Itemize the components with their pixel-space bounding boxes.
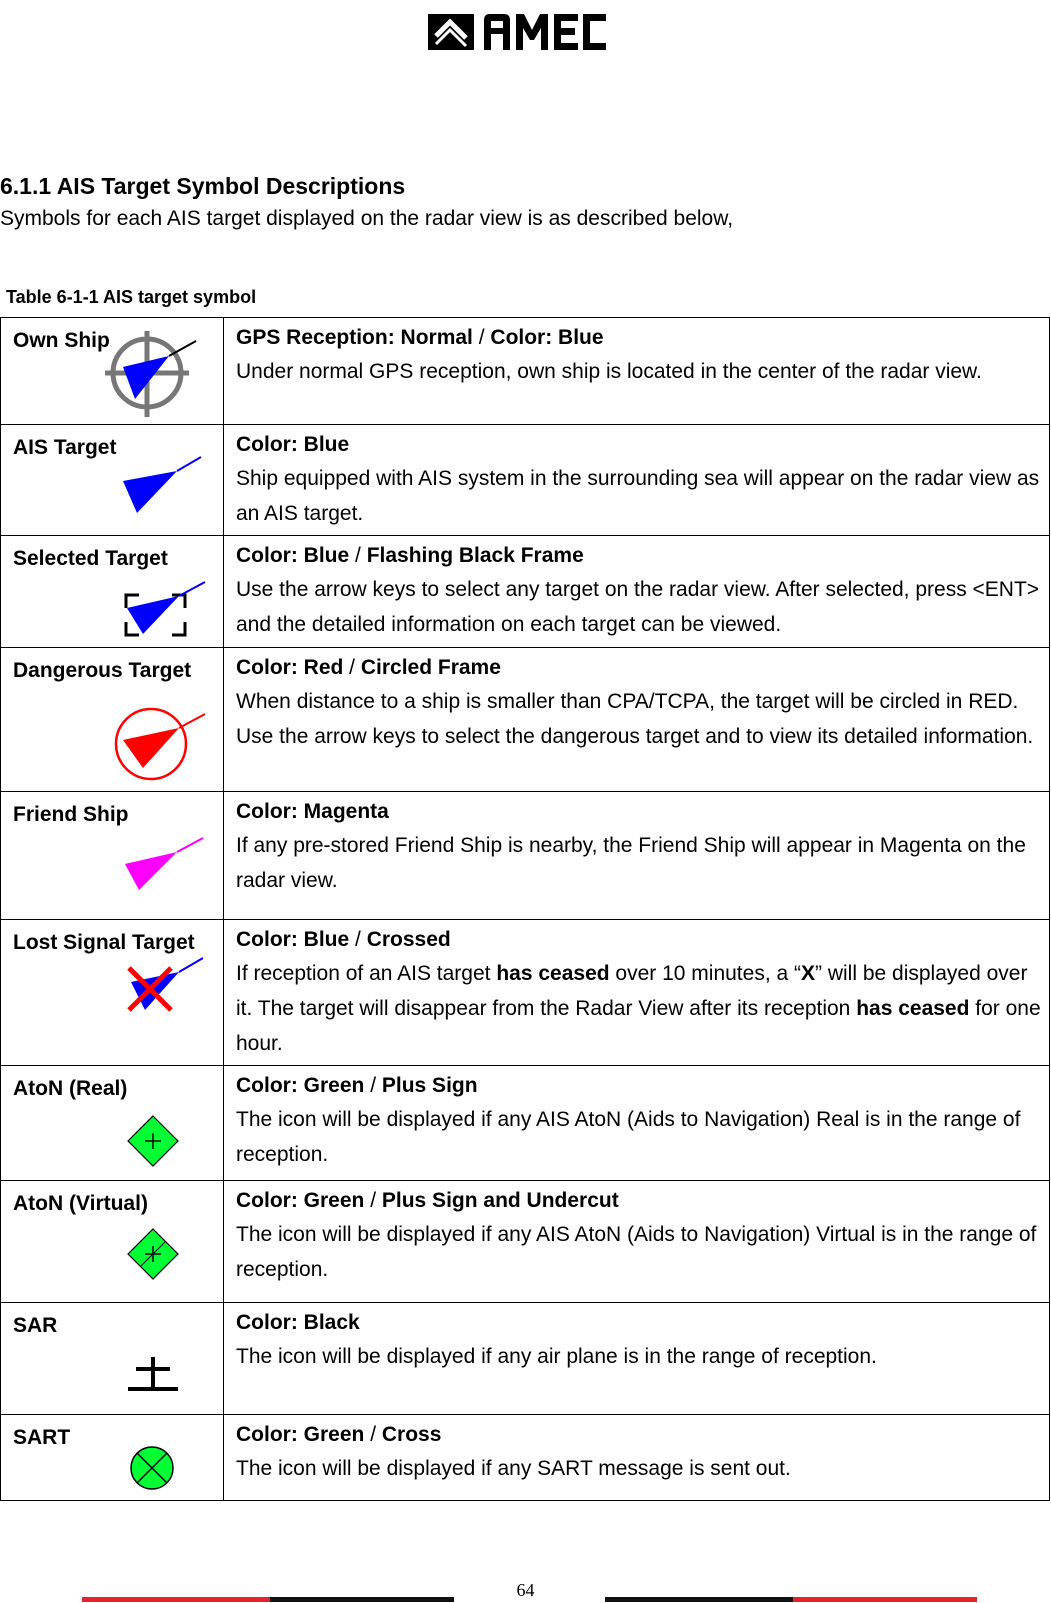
symbol-label: Lost Signal Target bbox=[13, 931, 195, 954]
table-row bbox=[1, 792, 1050, 920]
intro-paragraph: Symbols for each AIS target displayed on the radar view is as described below, bbox=[0, 207, 734, 230]
table-row bbox=[1, 920, 1050, 1066]
ais-symbol-table bbox=[0, 317, 1050, 1501]
symbol-description: The icon will be displayed if any SART message is sent out. bbox=[236, 1457, 791, 1480]
lost-signal-target-symbol-icon bbox=[119, 952, 209, 1022]
symbol-label: SAR bbox=[13, 1314, 58, 1337]
symbol-description: Under normal GPS reception, own ship is located in the center of the radar view. bbox=[236, 360, 982, 383]
symbol-description: The icon will be displayed if any air plane is in the range of reception. bbox=[236, 1345, 877, 1368]
table-row bbox=[1, 1066, 1050, 1181]
symbol-title: Color: Blue bbox=[236, 433, 350, 456]
symbol-label: AtoN (Real) bbox=[13, 1077, 128, 1100]
symbol-title: Color: Magenta bbox=[236, 800, 389, 823]
symbol-title: Color: Green / Plus Sign and Undercut bbox=[236, 1189, 619, 1212]
table-row bbox=[1, 1303, 1050, 1415]
footer-bar-red-left bbox=[82, 1597, 270, 1602]
own-ship-symbol-icon bbox=[101, 321, 201, 421]
symbol-description: The icon will be displayed if any AIS AtoN (Aids to Navigation) Virtual is in the range of reception. bbox=[236, 1223, 1037, 1281]
symbol-title: Color: Green / Plus Sign bbox=[236, 1074, 478, 1097]
symbol-description-cell bbox=[224, 1066, 1050, 1181]
symbol-title: GPS Reception: Normal / Color: Blue bbox=[236, 326, 604, 349]
symbol-description: The icon will be displayed if any AIS AtoN (Aids to Navigation) Real is in the range of reception. bbox=[236, 1108, 1021, 1166]
aton-real-symbol-icon bbox=[126, 1114, 186, 1174]
symbol-description-cell bbox=[224, 1181, 1050, 1303]
selected-target-symbol-icon bbox=[119, 578, 209, 648]
symbol-label: Own Ship bbox=[13, 329, 110, 352]
friend-ship-symbol-icon bbox=[119, 832, 209, 902]
symbol-description-cell bbox=[224, 1415, 1050, 1501]
table-row bbox=[1, 648, 1050, 792]
symbol-title: Color: Blue / Crossed bbox=[236, 928, 451, 951]
symbol-title: Color: Red / Circled Frame bbox=[236, 656, 501, 679]
symbol-label: Selected Target bbox=[13, 547, 168, 570]
symbol-label: Friend Ship bbox=[13, 803, 129, 826]
symbol-description: If reception of an AIS target has ceased over 10 minutes, a “X” will be displayed over it. The target will disappear from the Radar View after its reception has ceased for one hour. bbox=[236, 962, 1041, 1055]
symbol-label: AIS Target bbox=[13, 436, 117, 459]
symbol-title: Color: Blue / Flashing Black Frame bbox=[236, 544, 584, 567]
symbol-description-cell bbox=[224, 536, 1050, 648]
symbol-description-cell bbox=[224, 792, 1050, 920]
symbol-description-cell bbox=[224, 425, 1050, 536]
dangerous-target-symbol-icon bbox=[109, 698, 209, 788]
section-heading: 6.1.1 AIS Target Symbol Descriptions bbox=[0, 173, 406, 199]
table-caption: Table 6-1-1 AIS target symbol bbox=[6, 287, 257, 307]
symbol-description: Ship equipped with AIS system in the surrounding sea will appear on the radar view as an AIS target. bbox=[236, 467, 1040, 525]
table-row bbox=[1, 318, 1050, 425]
footer-bar-black-left bbox=[270, 1597, 454, 1602]
symbol-title: Color: Green / Cross bbox=[236, 1423, 442, 1446]
amec-logo bbox=[428, 6, 618, 58]
symbol-description-cell bbox=[224, 1303, 1050, 1415]
sart-symbol-icon bbox=[129, 1445, 181, 1497]
symbol-description: If any pre-stored Friend Ship is nearby, the Friend Ship will appear in Magenta on the radar view. bbox=[236, 834, 1026, 892]
symbol-description-cell bbox=[224, 648, 1050, 792]
aton-virtual-symbol-icon bbox=[126, 1227, 186, 1287]
table-row bbox=[1, 536, 1050, 648]
table-row bbox=[1, 1415, 1050, 1501]
table-row bbox=[1, 425, 1050, 536]
symbol-label: SART bbox=[13, 1426, 71, 1449]
symbol-description-cell bbox=[224, 920, 1050, 1066]
symbol-label: Dangerous Target bbox=[13, 659, 192, 682]
symbol-description: Use the arrow keys to select any target on the radar view. After selected, press <ENT> and the detailed information on each target can be viewed. bbox=[236, 578, 1040, 636]
symbol-label: AtoN (Virtual) bbox=[13, 1192, 148, 1215]
symbol-description-cell bbox=[224, 318, 1050, 425]
table-row bbox=[1, 1181, 1050, 1303]
footer-bar-red-right bbox=[793, 1597, 977, 1602]
symbol-title: Color: Black bbox=[236, 1311, 360, 1334]
symbol-description: When distance to a ship is smaller than CPA/TCPA, the target will be circled in RED. Use the arrow keys to select the dangerous target and to view its detailed information. bbox=[236, 690, 1034, 748]
footer-bar-black-right bbox=[605, 1597, 793, 1602]
sar-aircraft-symbol-icon bbox=[126, 1355, 186, 1400]
ais-target-symbol-icon bbox=[119, 451, 209, 521]
page-number: 64 bbox=[516, 1580, 535, 1600]
